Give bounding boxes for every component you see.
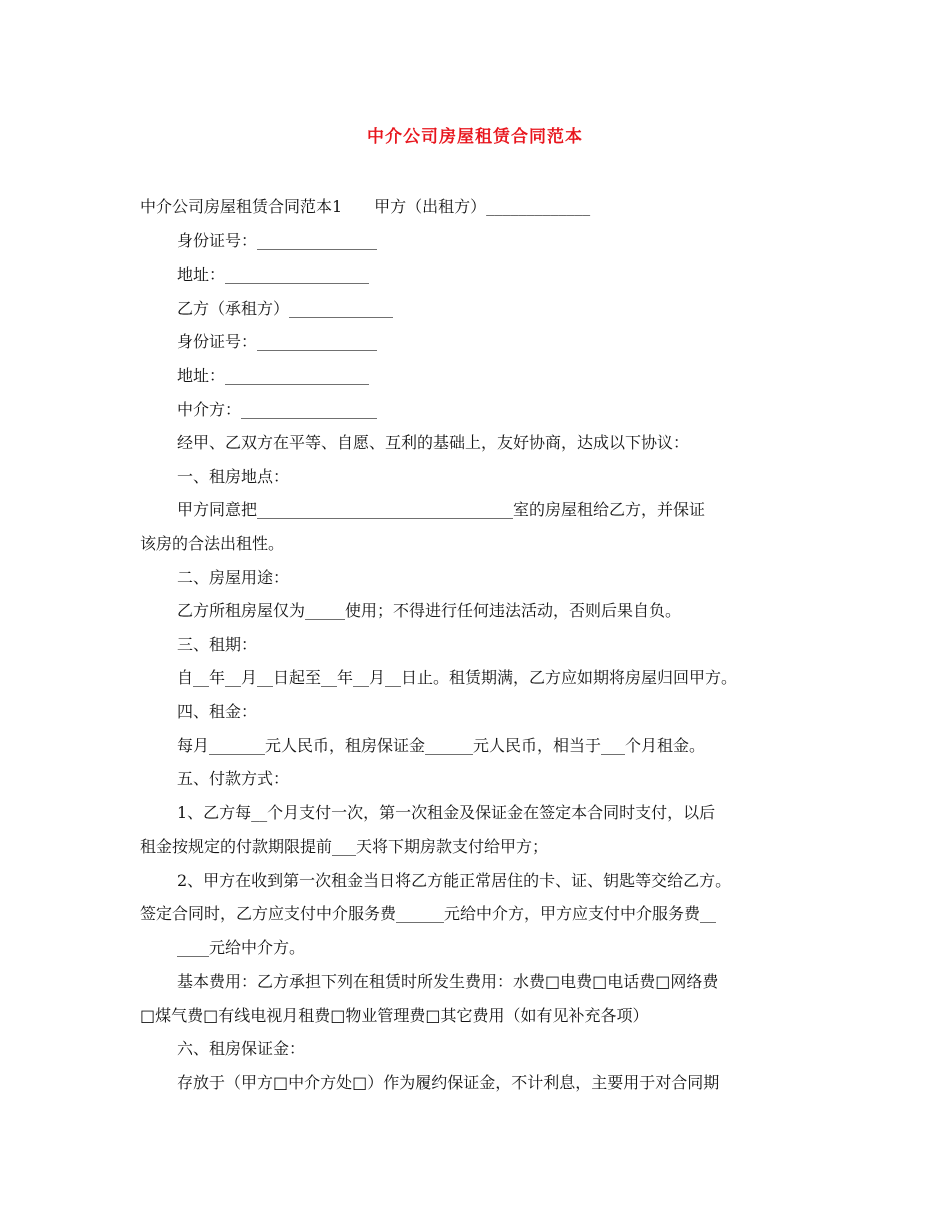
section-heading: 六、租房保证金： <box>177 1039 306 1058</box>
section-heading: 二、房屋用途： <box>177 568 290 587</box>
section-heading: 三、租期： <box>177 635 258 654</box>
paragraph-line: 甲方同意把________________________________室的房屋租给乙方，并保证 <box>177 500 706 519</box>
paragraph-line: 自__年__月__日起至__年__月__日止。租赁期满，乙方应如期将房屋归回甲方。 <box>177 668 738 687</box>
agent-line: 中介方：_________________ <box>177 400 378 419</box>
paragraph-line: □煤气费□有线电视月租费□物业管理费□其它费用（如有见补充各项） <box>140 1006 649 1025</box>
section-heading: 五、付款方式： <box>177 769 290 788</box>
paragraph-line: 每月_______元人民币，租房保证金______元人民币，相当于___个月租金。 <box>177 736 706 755</box>
paragraph-line: 存放于（甲方□中介方处□）作为履约保证金，不计利息，主要用于对合同期 <box>177 1073 720 1092</box>
agreement-intro: 经甲、乙双方在平等、自愿、互利的基础上，友好协商，达成以下协议： <box>177 433 690 452</box>
paragraph-line: 乙方所租房屋仅为_____使用；不得进行任何违法活动，否则后果自负。 <box>177 601 682 620</box>
paragraph-line: 签定合同时，乙方应支付中介服务费______元给中介方，甲方应支付中介服务费__ <box>140 904 717 923</box>
paragraph-line: 1、乙方每__个月支付一次，第一次租金及保证金在签定本合同时支付，以后 <box>177 803 716 822</box>
paragraph-line: 基本费用：乙方承担下列在租赁时所发生费用：水费□电费□电话费□网络费 <box>177 972 719 991</box>
party-b-address-line: 地址：__________________ <box>177 366 370 385</box>
party-b-line: 乙方（承租方）_____________ <box>177 299 394 318</box>
section-heading: 四、租金： <box>177 702 258 721</box>
party-a-line: 中介公司房屋租赁合同范本1 甲方（出租方）_____________ <box>140 197 591 216</box>
party-b-id-line: 身份证号：_______________ <box>177 332 378 351</box>
paragraph-line: 2、甲方在收到第一次租金当日将乙方能正常居住的卡、证、钥匙等交给乙方。 <box>177 871 732 890</box>
paragraph-line: ____元给中介方。 <box>177 938 306 957</box>
paragraph-line: 该房的合法出租性。 <box>140 534 285 553</box>
party-a-id-line: 身份证号：_______________ <box>177 231 378 250</box>
section-heading: 一、租房地点： <box>177 467 290 486</box>
party-a-address-line: 地址：__________________ <box>177 265 370 284</box>
paragraph-line: 租金按规定的付款期限提前___天将下期房款支付给甲方； <box>140 837 549 856</box>
document-title: 中介公司房屋租赁合同范本 <box>367 127 583 147</box>
